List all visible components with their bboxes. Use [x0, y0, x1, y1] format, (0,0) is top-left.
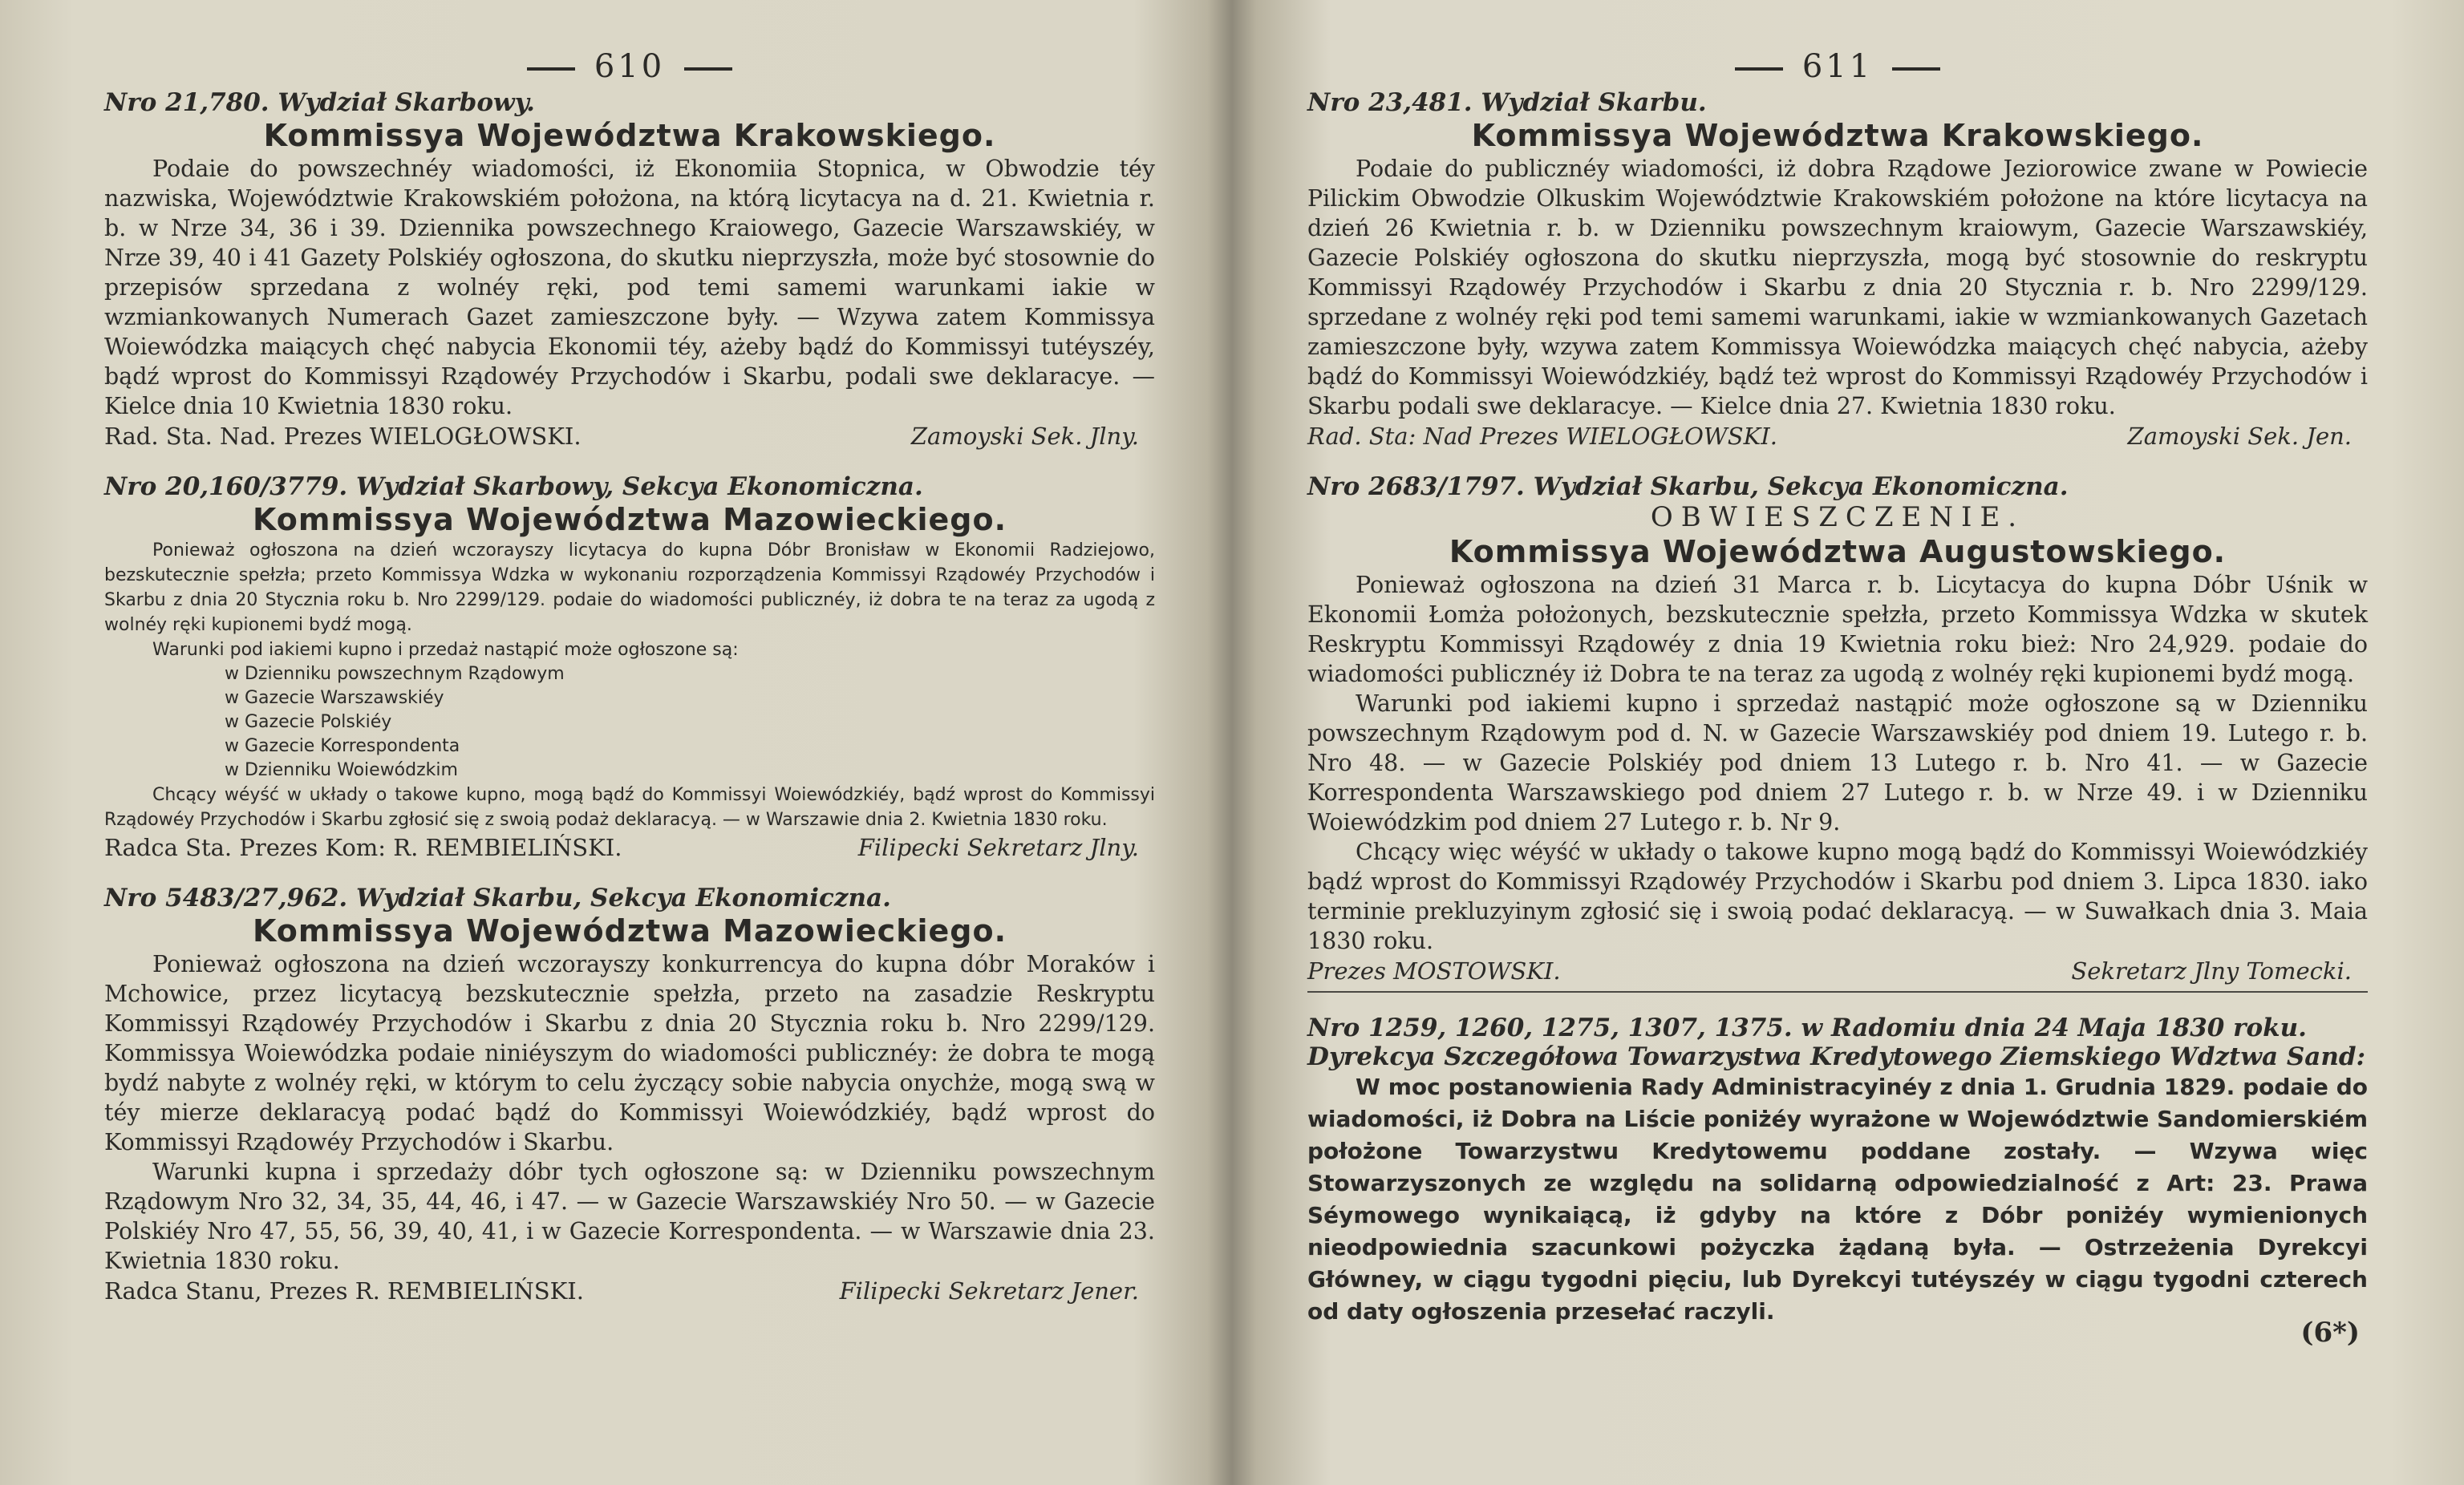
notice-heading: Kommissya Województwa Krakowskiego. [263, 118, 996, 153]
notice-reference: Nro 21,780. Wydział Skarbowy. [104, 88, 535, 117]
notice-heading: Kommissya Województwa Mazowieckiego. [252, 913, 1007, 949]
notice-body: Podaie do publicznéy wiadomości, iż dobra Rządowe Jeziorowice zwane w Powiecie Pilickim Obwodzie Olkuskim Województwie Krakowskiém położone na które licytacya na dzień 26 Kwietnia r. b. w Dzienniku powszechnym kraiowym, Gazecie Warszawskiéy, Gazecie Polskiéy ogłoszona do skutku nieprzyszła, mogą być stosownie do reskryptu Kommissyi Rządowéy Przychodów i Skarbu z dnia 20 Stycznia r. b. Nro 2299/129. sprzedane z wolnéy ręki pod temi samemi warunkami, iakie w wzmiankowanych Gazetach zamieszczone były, wzywa zatem Kommissya Woiewódzka maiących chęć nabycia, ażeby bądź do Kommissyi Woiewódzkiéy, bądź też wprost do Kommissyi Rządowéy Przychodów i Skarbu podali swe deklaracye. — Kielce dnia 27. Kwietnia 1830 roku. [1307, 156, 2368, 419]
notice-heading: Kommissya Województwa Krakowskiego. [1471, 118, 2204, 153]
notice [1307, 1014, 2368, 1328]
list-item: w Gazecie Polskiéy [225, 712, 392, 732]
notice-signature [1307, 421, 2368, 451]
list-item: w Gazecie Warszawskiéy [225, 688, 444, 708]
notice [104, 88, 1155, 451]
page-number-right: 611 [1307, 48, 2368, 85]
right-page [1235, 0, 2464, 1485]
notice-body: Podaie do powszechnéy wiadomości, iż Ekonomiia Stopnica, w Obwodzie téy nazwiska, Województwie Krakowskiém położona, na którą licytacya na d. 21. Kwietnia r. b. w Nrze 34, 36 i 39. Dziennika powszechnego Kraiowego, Gazecie Warszawskiéy, w Nrze 39, 40 i 41 Gazety Polskiéy ogłoszona, do skutku nieprzyszła, może być stosownie do przepisów sprzedana z wolnéy ręki, pod temi samemi warunkami iakie w wzmiankowanych Numerach Gazet zamieszczone były. — Wzywa zatem Kommissya Woiewódzka maiących chęć nabycia Ekonomii téy, ażeby bądź do Kommissyi tutéyszéy, bądź wprost do Kommissyi Rządowéy Przychodów i Skarbu, podali swe deklaracye. — Kielce dnia 10 Kwietnia 1830 roku. [104, 156, 1155, 419]
notice-body: W moc postanowienia Rady Administracyinéy z dnia 1. Grudnia 1829. podaie do wiadomości, iż Dobra na Liście poniżéy wyrażone w Województwie Sandomierskiém położone Towarzystwu Kredytowemu poddane zostały. — Wzywa więc Stowarzyszonych ze względu na solidarną odpowiedzialność z Art: 23. Prawa Séymowego wynikaiącą, iż gdyby na które z Dóbr poniżéy wymienionych nieodpowiednia szacunkowi pożyczka żądaną była. — Ostrzeżenia Dyrekcyi Główney, w ciągu tygodni pięciu, lub Dyrekcyi tutéyszéy w ciągu tygodni czterech od daty ogłoszenia przesełać raczyli. [1307, 1074, 2368, 1325]
signature-left: Radca Stanu, Prezes R. REMBIELIŃSKI. [104, 1277, 584, 1305]
notice-heading: Kommissya Województwa Augustowskiego. [1449, 534, 2227, 569]
list-item: w Dzienniku powszechnym Rządowym [225, 664, 565, 684]
page-number-left: 610 [104, 48, 1155, 85]
signature-left: Rad. Sta: Nad Prezes WIELOGŁOWSKI. [1307, 423, 1777, 450]
signature-left: Prezes MOSTOWSKI. [1307, 957, 1561, 985]
signature-mark: (6*) [2300, 1317, 2360, 1349]
notice-reference: Nro 20,160/3779. Wydział Skarbowy, Sekcya Ekonomiczna. [104, 472, 923, 501]
notice-body: Warunki pod iakiemi kupno i przedaż nastąpić może ogłoszone są: [152, 640, 739, 660]
list-item: w Gazecie Korrespondenta [225, 736, 460, 756]
notice-body: Ponieważ ogłoszona na dzień 31 Marca r. b. Licytacya do kupna Dóbr Uśnik w Ekonomii Łomża położonych, bezskutecznie spełzła, przeto Kommissya Wdzka w skutek Reskryptu Kommissyi Rządowéy z dnia 19 Kwietnia roku bież: Nro 24,929. podaie do wiadomości publicznéy iż Dobra te na teraz za ugodą z wolnéy ręki kupionemi bydź mogą. [1307, 572, 2368, 687]
notice-body: Chcący wéyść w układy o takowe kupno, mogą bądź do Kommissyi Woiewódzkiéy, bądź wprost do Kommissyi Rządowéy Przychodów i Skarbu zgłosić się z swoią podaż deklaracyą. — w Warszawie dnia 2. Kwietnia 1830 roku. [104, 785, 1155, 830]
notice [1307, 472, 2368, 993]
notice-body: Warunki pod iakiemi kupno i sprzedaż nastąpić może ogłoszone są w Dzienniku powszechnym Rządowym pod d. N. w Gazecie Warszawskiéy pod dniem 19. Lutego r. b. Nro 48. — w Gazecie Polskiéy pod dniem 13 Lutego r. b. Nro 41. — w Gazecie Korrespondenta Warszawskiego pod dniem 27 Lutego r. b. w Nrze 49. i w Dzienniku Woiewódzkim pod dniem 27 Lutego r. b. Nr 9. [1307, 690, 2368, 836]
notice [104, 472, 1155, 863]
divider [1307, 991, 2368, 993]
notice-signature [104, 1276, 1155, 1306]
notice-reference: Nro 1259, 1260, 1275, 1307, 1375. w Radomiu dnia 24 Maja 1830 roku. [1307, 1014, 2307, 1042]
notice-body: Ponieważ ogłoszona na dzień wczorayszy konkurrencya do kupna dóbr Moraków i Mchowice, przez licytacyą bezskutecznie spełzła, przeto na zasadzie Reskryptu Kommissyi Rządowéy Przychodów i Skarbu z dnia 20 Stycznia roku b. Nro 2299/129. Kommissya Woiewódzka podaie niniéyszym do wiadomości publicznéy: że dobra te mogą bydź nabyte z wolnéy ręki, w którym to celu życzący sobie nabycia onychże, mogą swą w téy mierze deklaracyą podać bądź do Kommissyi Woiewódzkiéy, bądź wprost do Kommissyi Rządowéy Przychodów i Skarbu. [104, 951, 1155, 1155]
notice-subheading: OBWIESZCZENIE. [1650, 501, 2025, 533]
notice [104, 884, 1155, 1306]
signature-left: Radca Sta. Prezes Kom: R. REMBIELIŃSKI. [104, 834, 622, 861]
notice-reference: Nro 5483/27,962. Wydział Skarbu, Sekcya Ekonomiczna. [104, 884, 891, 912]
notice-signature [104, 421, 1155, 451]
notice-signature [104, 832, 1155, 863]
list-item: w Dzienniku Woiewódzkim [225, 760, 458, 780]
notice [1307, 88, 2368, 451]
signature-right: Zamoyski Sek. Jen. [2127, 423, 2352, 450]
notice-issuer: Dyrekcya Szczegółowa Towarzystwa Kredytowego Ziemskiego Wdztwa Sand: [1307, 1042, 2366, 1071]
signature-right: Filipecki Sekretarz Jlny. [857, 834, 1139, 861]
signature-left: Rad. Sta. Nad. Prezes WIELOGŁOWSKI. [104, 423, 582, 450]
signature-right: Sekretarz Jlny Tomecki. [2071, 957, 2352, 985]
notice-body: Chcący więc wéyść w układy o takowe kupno mogą bądź do Kommissyi Woiewódzkiéy bądź wprost do Kommissyi Rządowéy Przychodów i Skarbu pod dniem 3. Lipca 1830. iako terminie prekluzyinym zgłosić się i swoią podać deklaracyą. — w Suwałkach dnia 3. Maia 1830 roku. [1307, 839, 2368, 954]
notice-body: Warunki kupna i sprzedaży dóbr tych ogłoszone są: w Dzienniku powszechnym Rządowym Nro 32, 34, 35, 44, 46, i 47. — w Gazecie Warszawskiéy Nro 50. — w Gazecie Polskiéy Nro 47, 55, 56, 39, 40, 41, i w Gazecie Korrespondenta. — w Warszawie dnia 23. Kwietnia 1830 roku. [104, 1159, 1155, 1274]
notice-heading: Kommissya Województwa Mazowieckiego. [252, 502, 1007, 537]
signature-right: Zamoyski Sek. Jlny. [910, 423, 1139, 450]
notice-signature [1307, 956, 2368, 986]
notice-body: Ponieważ ogłoszona na dzień wczorayszy licytacya do kupna Dóbr Bronisław w Ekonomii Radziejowo, bezskutecznie spełzła; przeto Kommissya Wdzka w wykonaniu rozporządzenia Kommissyi Rządowéy Przychodów i Skarbu z dnia 20 Stycznia roku b. Nro 2299/129. podaie do wiadomości publicznéy, iż dobra te na teraz za ugodą z wolnéy ręki kupionemi bydź mogą. [104, 540, 1155, 635]
signature-right: Filipecki Sekretarz Jener. [839, 1277, 1139, 1305]
notice-reference: Nro 2683/1797. Wydział Skarbu, Sekcya Ekonomiczna. [1307, 472, 2069, 501]
notice-reference: Nro 23,481. Wydział Skarbu. [1307, 88, 1707, 117]
left-page [0, 0, 1203, 1485]
